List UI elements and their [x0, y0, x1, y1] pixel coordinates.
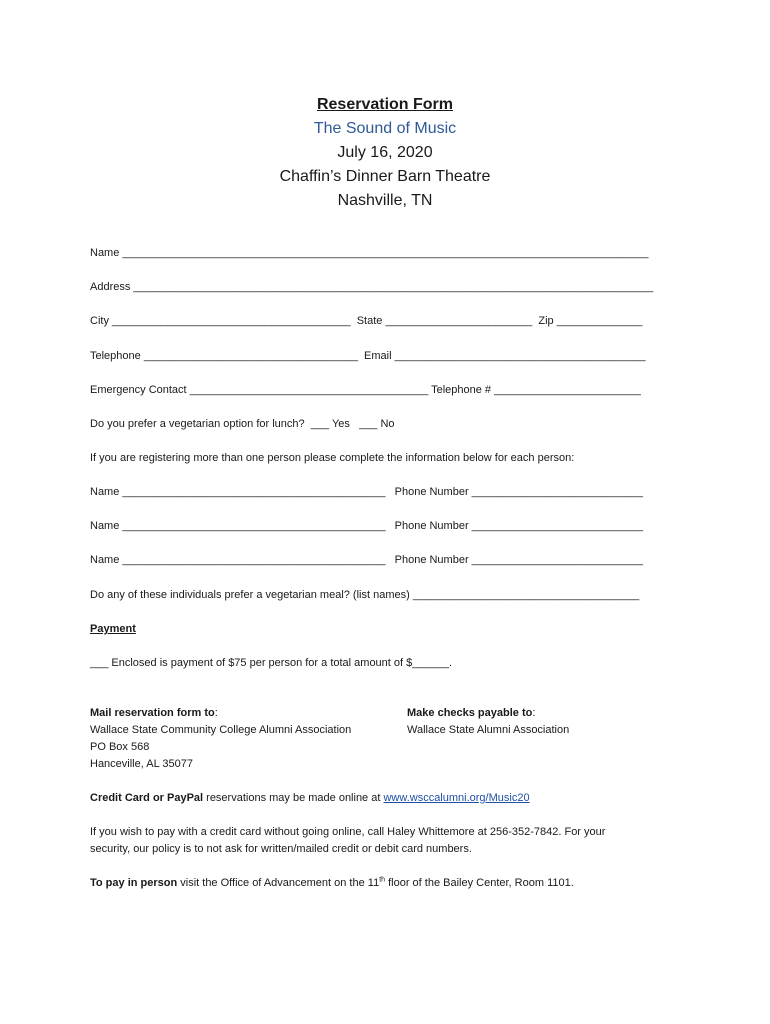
- form-title: Reservation Form: [316, 96, 454, 113]
- payment-enclosed-line[interactable]: ___ Enclosed is payment of $75 per person for a total amount of $______.: [90, 657, 453, 669]
- show-title: The Sound of Music: [313, 120, 457, 137]
- event-date: July 16, 2020: [337, 144, 433, 161]
- phone-payment-note-line-2: security, our policy is to not ask for written/mailed credit or debit card numbers.: [90, 843, 472, 855]
- mail-to-heading: [90, 706, 218, 720]
- checks-payable-label: Make checks payable to: [407, 707, 533, 719]
- online-payment-label: Credit Card or PayPal: [90, 792, 204, 804]
- in-person-text-after: floor of the Bailey Center, Room 1101.: [385, 877, 574, 889]
- address-field[interactable]: Address _____________________________________________________________________________________: [90, 281, 654, 293]
- phone-payment-note-line-1: If you wish to pay with a credit card without going online, call Haley Whittemore at 256-352-7842. For your: [90, 826, 606, 838]
- multi-person-instructions: If you are registering more than one person please complete the information below for each person:: [90, 452, 575, 464]
- payment-heading: Payment: [90, 623, 136, 635]
- event-venue: Chaffin’s Dinner Barn Theatre: [279, 168, 491, 185]
- mail-to-colon: :: [214, 707, 218, 719]
- online-payment-text: reservations may be made online at: [203, 792, 384, 804]
- mail-address-line-1: Wallace State Community College Alumni Association: [90, 724, 352, 736]
- online-payment-line: [90, 791, 530, 805]
- online-payment-link[interactable]: www.wsccalumni.org/Music20: [383, 792, 530, 804]
- checks-payable-name: Wallace State Alumni Association: [407, 724, 570, 736]
- additional-person-1[interactable]: Name ___________________________________________ Phone Number ____________________________: [90, 486, 643, 498]
- name-field[interactable]: Name ______________________________________________________________________________________: [90, 247, 649, 259]
- checks-payable-heading: [407, 706, 535, 720]
- in-person-label: To pay in person: [90, 877, 178, 889]
- event-location: Nashville, TN: [337, 192, 433, 209]
- vegetarian-names-field[interactable]: Do any of these individuals prefer a vegetarian meal? (list names) _____________________________________: [90, 589, 640, 601]
- in-person-ordinal: th: [379, 876, 386, 884]
- telephone-email-fields[interactable]: Telephone ___________________________________ Email _________________________________________: [90, 350, 646, 362]
- additional-person-3[interactable]: Name ___________________________________________ Phone Number ____________________________: [90, 554, 643, 566]
- mail-to-label: Mail reservation form to: [90, 707, 215, 719]
- city-state-zip-fields[interactable]: City _______________________________________ State ________________________ Zip ______________: [90, 315, 643, 327]
- vegetarian-option-question[interactable]: Do you prefer a vegetarian option for lunch? ___ Yes ___ No: [90, 418, 395, 430]
- mail-address-line-3: Hanceville, AL 35077: [90, 758, 193, 770]
- in-person-payment-line: [90, 876, 574, 890]
- mail-address-line-2: PO Box 568: [90, 741, 150, 753]
- emergency-contact-fields[interactable]: Emergency Contact _______________________________________ Telephone # ________________________: [90, 384, 641, 396]
- in-person-text-before: visit the Office of Advancement on the 11: [177, 877, 380, 889]
- additional-person-2[interactable]: Name ___________________________________________ Phone Number ____________________________: [90, 520, 643, 532]
- checks-payable-colon: :: [532, 707, 536, 719]
